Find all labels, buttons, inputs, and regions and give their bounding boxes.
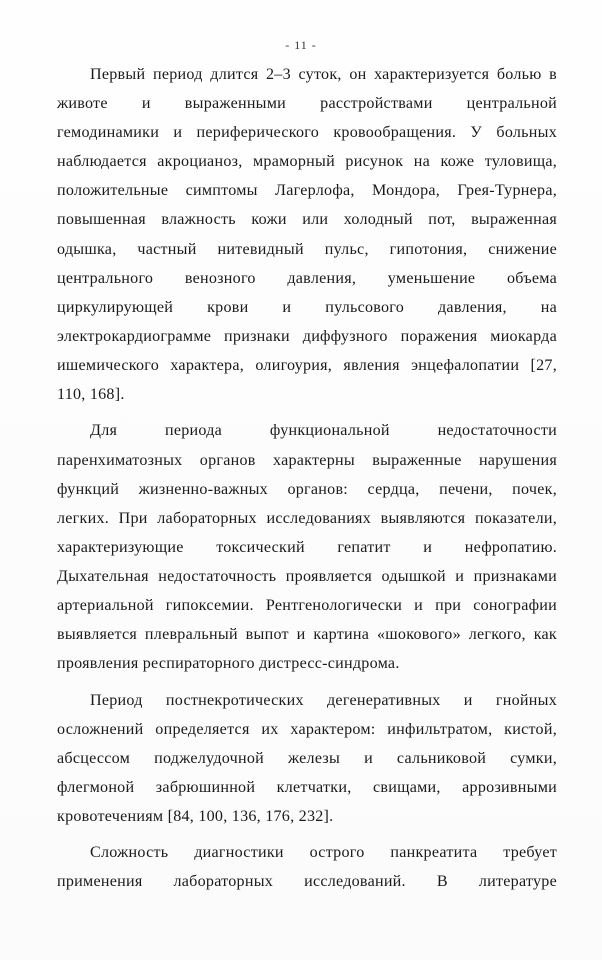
text-line: легких. При лабораторных исследованиях выявляются показатели, xyxy=(57,509,557,527)
text-line: положительные симптомы Лагерлофа, Мондора, Грея-Турнера, xyxy=(57,182,557,200)
text-line: проявления респираторного дистресс-синдрома. xyxy=(57,655,400,673)
text-line: флегмоной забрюшинной клетчатки, свищами, аррозивными xyxy=(57,778,557,796)
text-line: наблюдается акроцианоз, мраморный рисунок на коже туловища, xyxy=(57,153,557,171)
text-line: одышка, частный нитевидный пульс, гипотония, снижение xyxy=(57,240,557,258)
text-line: повышенная влажность кожи или холодный пот, выраженная xyxy=(57,211,557,229)
text-line: центрального венозного давления, уменьшение объема xyxy=(57,269,557,287)
text-line: артериальной гипоксемии. Рентгенологически и при сонографии xyxy=(57,596,557,614)
text-line: паренхиматозных органов характерны выраженные нарушения xyxy=(57,451,557,469)
paragraph xyxy=(57,60,557,409)
text-line: применения лабораторных исследований. В литературе xyxy=(57,873,557,891)
text-line: животе и выраженными расстройствами центральной xyxy=(57,95,557,113)
paragraph xyxy=(57,686,557,831)
text-line: функций жизненно-важных органов: сердца, печени, почек, xyxy=(57,480,557,498)
text-line: циркулирующей крови и пульсового давления, на xyxy=(57,298,557,316)
text-line: Сложность диагностики острого панкреатита требует xyxy=(90,844,557,862)
text-line: 110, 168]. xyxy=(57,386,125,404)
text-line: осложнений определяется их характером: инфильтратом, кистой, xyxy=(57,720,557,738)
text-line: абсцессом поджелудочной железы и сальниковой сумки, xyxy=(57,749,557,767)
text-line: Дыхательная недостаточность проявляется одышкой и признаками xyxy=(57,567,557,585)
body-text xyxy=(57,60,557,904)
text-line: Для периода функциональной недостаточности xyxy=(90,422,557,440)
paragraph xyxy=(57,838,557,896)
text-line: Период постнекротических дегенеративных и гнойных xyxy=(90,691,557,709)
text-line: кровотечениям [84, 100, 136, 176, 232]. xyxy=(57,807,334,825)
text-line: Первый период длится 2–3 суток, он характеризуется болью в xyxy=(90,66,557,83)
page-number: - 11 - xyxy=(285,38,317,52)
text-line: электрокардиограмме признаки диффузного поражения миокарда xyxy=(57,327,557,345)
text-line: выявляется плевральный выпот и картина «шокового» легкого, как xyxy=(57,626,557,644)
paragraph xyxy=(57,416,557,678)
text-line: ишемического характера, олигоурия, явления энцефалопатии [27, xyxy=(57,356,557,374)
text-line: характеризующие токсический гепатит и нефропатию. xyxy=(57,538,557,556)
text-line: гемодинамики и периферического кровообращения. У больных xyxy=(57,124,557,142)
